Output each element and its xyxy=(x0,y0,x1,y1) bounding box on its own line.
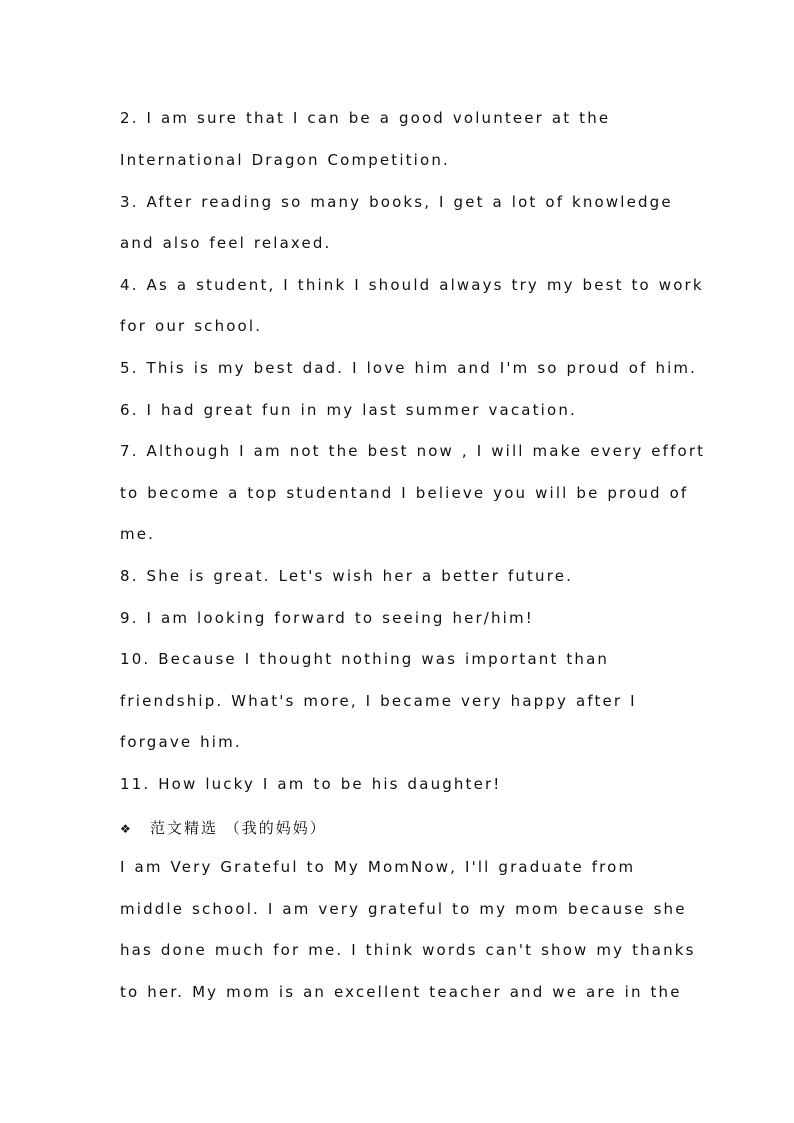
sentence-4-line-1: 4. As a student, I think I should always try my best to work xyxy=(120,276,704,294)
sentence-9: 9. I am looking forward to seeing her/him! xyxy=(120,609,534,627)
sentence-3-line-2: and also feel relaxed. xyxy=(120,234,332,252)
sentence-10-line-3: forgave him. xyxy=(120,733,242,751)
sentence-11: 11. How lucky I am to be his daughter! xyxy=(120,775,502,793)
sentence-10-line-1: 10. Because I thought nothing was important than xyxy=(120,650,610,668)
sentence-7-line-2: to become a top studentand I believe you will be proud of xyxy=(120,484,689,502)
sentence-2-line-2: International Dragon Competition. xyxy=(120,151,450,169)
sentence-7-line-3: me. xyxy=(120,525,156,543)
sentence-3-line-1: 3. After reading so many books, I get a lot of knowledge xyxy=(120,193,673,211)
essay-line-3: has done much for me. I think words can't show my thanks xyxy=(120,941,696,959)
section-heading xyxy=(120,818,327,839)
sentence-4-line-2: for our school. xyxy=(120,317,263,335)
sentence-10-line-2: friendship. What's more, I became very happy after I xyxy=(120,692,637,710)
sentence-8: 8. She is great. Let's wish her a better future. xyxy=(120,567,574,585)
essay-line-2: middle school. I am very grateful to my mom because she xyxy=(120,900,687,918)
essay-line-4: to her. My mom is an excellent teacher and we are in the xyxy=(120,983,682,1001)
sentence-6: 6. I had great fun in my last summer vacation. xyxy=(120,401,577,419)
sentence-7-line-1: 7. Although I am not the best now , I will make every effort xyxy=(120,442,706,460)
section-title: 范文精选 （我的妈妈） xyxy=(150,819,327,837)
sentence-2-line-1: 2. I am sure that I can be a good volunteer at the xyxy=(120,109,611,127)
diamond-bullet-icon: ❖ xyxy=(120,822,133,836)
essay-line-1: I am Very Grateful to My MomNow, I'll graduate from xyxy=(120,858,636,876)
sentence-5: 5. This is my best dad. I love him and I'm so proud of him. xyxy=(120,359,698,377)
